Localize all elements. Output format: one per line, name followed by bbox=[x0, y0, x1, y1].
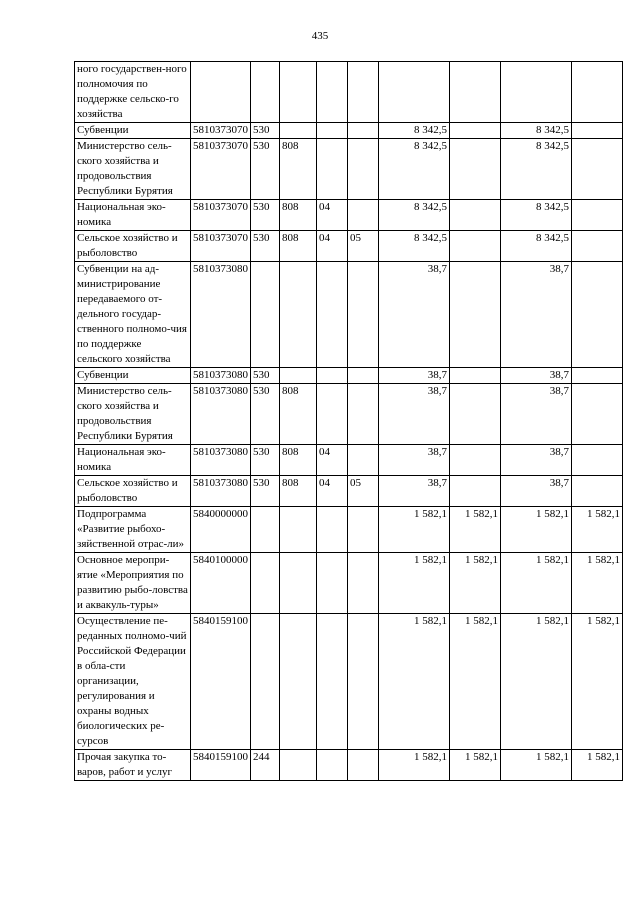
table-row bbox=[75, 262, 623, 368]
subsection-cell bbox=[348, 507, 379, 553]
code-cell: 5810373080 bbox=[191, 445, 251, 476]
expense-type-cell bbox=[251, 614, 280, 750]
amount-3-cell: 38,7 bbox=[501, 476, 572, 507]
code-cell: 5810373070 bbox=[191, 123, 251, 139]
amount-3-cell: 1 582,1 bbox=[501, 750, 572, 781]
code-cell bbox=[191, 62, 251, 123]
ministry-code-cell bbox=[280, 614, 317, 750]
name-cell: ного государствен-ного полномочия по поддержке сельско-го хозяйства bbox=[75, 62, 191, 123]
amount-2-cell: 1 582,1 bbox=[450, 507, 501, 553]
name-cell: Субвенции bbox=[75, 123, 191, 139]
subsection-cell bbox=[348, 139, 379, 200]
expense-type-cell: 530 bbox=[251, 476, 280, 507]
amount-2-cell bbox=[450, 139, 501, 200]
amount-1-cell: 1 582,1 bbox=[379, 507, 450, 553]
amount-1-cell: 8 342,5 bbox=[379, 123, 450, 139]
amount-1-cell: 1 582,1 bbox=[379, 553, 450, 614]
expense-type-cell bbox=[251, 553, 280, 614]
code-cell: 5810373070 bbox=[191, 200, 251, 231]
amount-4-cell bbox=[572, 445, 623, 476]
amount-2-cell: 1 582,1 bbox=[450, 750, 501, 781]
amount-2-cell bbox=[450, 476, 501, 507]
amount-4-cell bbox=[572, 123, 623, 139]
section-cell: 04 bbox=[317, 476, 348, 507]
amount-4-cell bbox=[572, 368, 623, 384]
subsection-cell bbox=[348, 200, 379, 231]
amount-4-cell bbox=[572, 62, 623, 123]
name-cell: Субвенции на ад-министрирование передаваемого от-дельного государ-ственного полномо-чия по поддержке сельского хозяйства bbox=[75, 262, 191, 368]
section-cell bbox=[317, 614, 348, 750]
ministry-code-cell bbox=[280, 553, 317, 614]
expense-type-cell: 244 bbox=[251, 750, 280, 781]
code-cell: 5810373080 bbox=[191, 368, 251, 384]
ministry-code-cell bbox=[280, 62, 317, 123]
amount-2-cell bbox=[450, 123, 501, 139]
name-cell: Национальная эко-номика bbox=[75, 445, 191, 476]
amount-3-cell: 1 582,1 bbox=[501, 614, 572, 750]
amount-1-cell: 1 582,1 bbox=[379, 614, 450, 750]
ministry-code-cell: 808 bbox=[280, 384, 317, 445]
ministry-code-cell: 808 bbox=[280, 445, 317, 476]
amount-4-cell bbox=[572, 139, 623, 200]
table-row bbox=[75, 231, 623, 262]
ministry-code-cell bbox=[280, 750, 317, 781]
section-cell bbox=[317, 262, 348, 368]
amount-1-cell bbox=[379, 62, 450, 123]
table-row bbox=[75, 123, 623, 139]
amount-1-cell: 38,7 bbox=[379, 445, 450, 476]
expense-type-cell bbox=[251, 262, 280, 368]
subsection-cell: 05 bbox=[348, 231, 379, 262]
ministry-code-cell bbox=[280, 368, 317, 384]
subsection-cell bbox=[348, 614, 379, 750]
expense-type-cell bbox=[251, 62, 280, 123]
amount-4-cell bbox=[572, 200, 623, 231]
section-cell bbox=[317, 507, 348, 553]
table-row bbox=[75, 476, 623, 507]
amount-4-cell bbox=[572, 231, 623, 262]
expense-type-cell: 530 bbox=[251, 200, 280, 231]
table-row bbox=[75, 507, 623, 553]
amount-4-cell: 1 582,1 bbox=[572, 507, 623, 553]
ministry-code-cell: 808 bbox=[280, 476, 317, 507]
expense-type-cell: 530 bbox=[251, 368, 280, 384]
amount-1-cell: 38,7 bbox=[379, 476, 450, 507]
name-cell: Субвенции bbox=[75, 368, 191, 384]
subsection-cell bbox=[348, 553, 379, 614]
amount-1-cell: 1 582,1 bbox=[379, 750, 450, 781]
section-cell: 04 bbox=[317, 231, 348, 262]
section-cell bbox=[317, 62, 348, 123]
table-row bbox=[75, 384, 623, 445]
amount-4-cell bbox=[572, 476, 623, 507]
amount-1-cell: 8 342,5 bbox=[379, 231, 450, 262]
table-row bbox=[75, 750, 623, 781]
code-cell: 5810373070 bbox=[191, 139, 251, 200]
section-cell: 04 bbox=[317, 445, 348, 476]
amount-4-cell bbox=[572, 262, 623, 368]
name-cell: Национальная эко-номика bbox=[75, 200, 191, 231]
amount-1-cell: 38,7 bbox=[379, 368, 450, 384]
subsection-cell bbox=[348, 123, 379, 139]
expense-type-cell: 530 bbox=[251, 123, 280, 139]
expense-type-cell: 530 bbox=[251, 445, 280, 476]
section-cell bbox=[317, 750, 348, 781]
amount-4-cell: 1 582,1 bbox=[572, 750, 623, 781]
table-body bbox=[75, 62, 623, 781]
ministry-code-cell bbox=[280, 262, 317, 368]
table-row bbox=[75, 553, 623, 614]
code-cell: 5840159100 bbox=[191, 614, 251, 750]
amount-2-cell bbox=[450, 200, 501, 231]
code-cell: 5810373080 bbox=[191, 476, 251, 507]
ministry-code-cell: 808 bbox=[280, 139, 317, 200]
subsection-cell bbox=[348, 62, 379, 123]
amount-2-cell bbox=[450, 62, 501, 123]
amount-1-cell: 8 342,5 bbox=[379, 200, 450, 231]
page-number: 435 bbox=[311, 30, 329, 42]
amount-1-cell: 8 342,5 bbox=[379, 139, 450, 200]
ministry-code-cell: 808 bbox=[280, 200, 317, 231]
amount-3-cell: 8 342,5 bbox=[501, 200, 572, 231]
amount-3-cell bbox=[501, 62, 572, 123]
table-row bbox=[75, 62, 623, 123]
code-cell: 5840159100 bbox=[191, 750, 251, 781]
section-cell bbox=[317, 384, 348, 445]
code-cell: 5810373080 bbox=[191, 384, 251, 445]
expense-type-cell: 530 bbox=[251, 384, 280, 445]
amount-2-cell bbox=[450, 368, 501, 384]
name-cell: Министерство сель-ского хозяйства и продовольствия Республики Бурятия bbox=[75, 139, 191, 200]
budget-table bbox=[74, 61, 623, 781]
amount-4-cell bbox=[572, 384, 623, 445]
name-cell: Основное меропри-ятие «Мероприятия по развитию рыбо-ловства и аквакуль-туры» bbox=[75, 553, 191, 614]
section-cell bbox=[317, 553, 348, 614]
section-cell bbox=[317, 368, 348, 384]
name-cell: Министерство сель-ского хозяйства и продовольствия Республики Бурятия bbox=[75, 384, 191, 445]
amount-3-cell: 38,7 bbox=[501, 384, 572, 445]
table-row bbox=[75, 200, 623, 231]
subsection-cell bbox=[348, 750, 379, 781]
code-cell: 5810373070 bbox=[191, 231, 251, 262]
amount-3-cell: 8 342,5 bbox=[501, 231, 572, 262]
amount-2-cell: 1 582,1 bbox=[450, 614, 501, 750]
name-cell: Прочая закупка то-варов, работ и услуг bbox=[75, 750, 191, 781]
amount-1-cell: 38,7 bbox=[379, 262, 450, 368]
expense-type-cell: 530 bbox=[251, 139, 280, 200]
subsection-cell bbox=[348, 368, 379, 384]
amount-2-cell bbox=[450, 445, 501, 476]
table-row bbox=[75, 368, 623, 384]
amount-3-cell: 38,7 bbox=[501, 368, 572, 384]
subsection-cell bbox=[348, 262, 379, 368]
table-row bbox=[75, 445, 623, 476]
expense-type-cell: 530 bbox=[251, 231, 280, 262]
ministry-code-cell bbox=[280, 123, 317, 139]
amount-3-cell: 38,7 bbox=[501, 262, 572, 368]
name-cell: Сельское хозяйство и рыболовство bbox=[75, 231, 191, 262]
name-cell: Сельское хозяйство и рыболовство bbox=[75, 476, 191, 507]
subsection-cell: 05 bbox=[348, 476, 379, 507]
section-cell bbox=[317, 139, 348, 200]
amount-3-cell: 1 582,1 bbox=[501, 507, 572, 553]
ministry-code-cell bbox=[280, 507, 317, 553]
amount-4-cell: 1 582,1 bbox=[572, 553, 623, 614]
name-cell: Осуществление пе-реданных полномо-чий Российской Федерации в обла-сти организации, регулирования и охраны водных биологических ре-сурсов bbox=[75, 614, 191, 750]
code-cell: 5840100000 bbox=[191, 553, 251, 614]
ministry-code-cell: 808 bbox=[280, 231, 317, 262]
section-cell bbox=[317, 123, 348, 139]
name-cell: Подпрограмма «Развитие рыбохо-зяйственной отрас-ли» bbox=[75, 507, 191, 553]
amount-3-cell: 8 342,5 bbox=[501, 139, 572, 200]
amount-2-cell bbox=[450, 262, 501, 368]
subsection-cell bbox=[348, 445, 379, 476]
subsection-cell bbox=[348, 384, 379, 445]
amount-1-cell: 38,7 bbox=[379, 384, 450, 445]
amount-2-cell bbox=[450, 384, 501, 445]
table-row bbox=[75, 614, 623, 750]
code-cell: 5840000000 bbox=[191, 507, 251, 553]
amount-2-cell bbox=[450, 231, 501, 262]
amount-3-cell: 38,7 bbox=[501, 445, 572, 476]
amount-3-cell: 1 582,1 bbox=[501, 553, 572, 614]
amount-4-cell: 1 582,1 bbox=[572, 614, 623, 750]
section-cell: 04 bbox=[317, 200, 348, 231]
amount-3-cell: 8 342,5 bbox=[501, 123, 572, 139]
amount-2-cell: 1 582,1 bbox=[450, 553, 501, 614]
expense-type-cell bbox=[251, 507, 280, 553]
table-row bbox=[75, 139, 623, 200]
code-cell: 5810373080 bbox=[191, 262, 251, 368]
